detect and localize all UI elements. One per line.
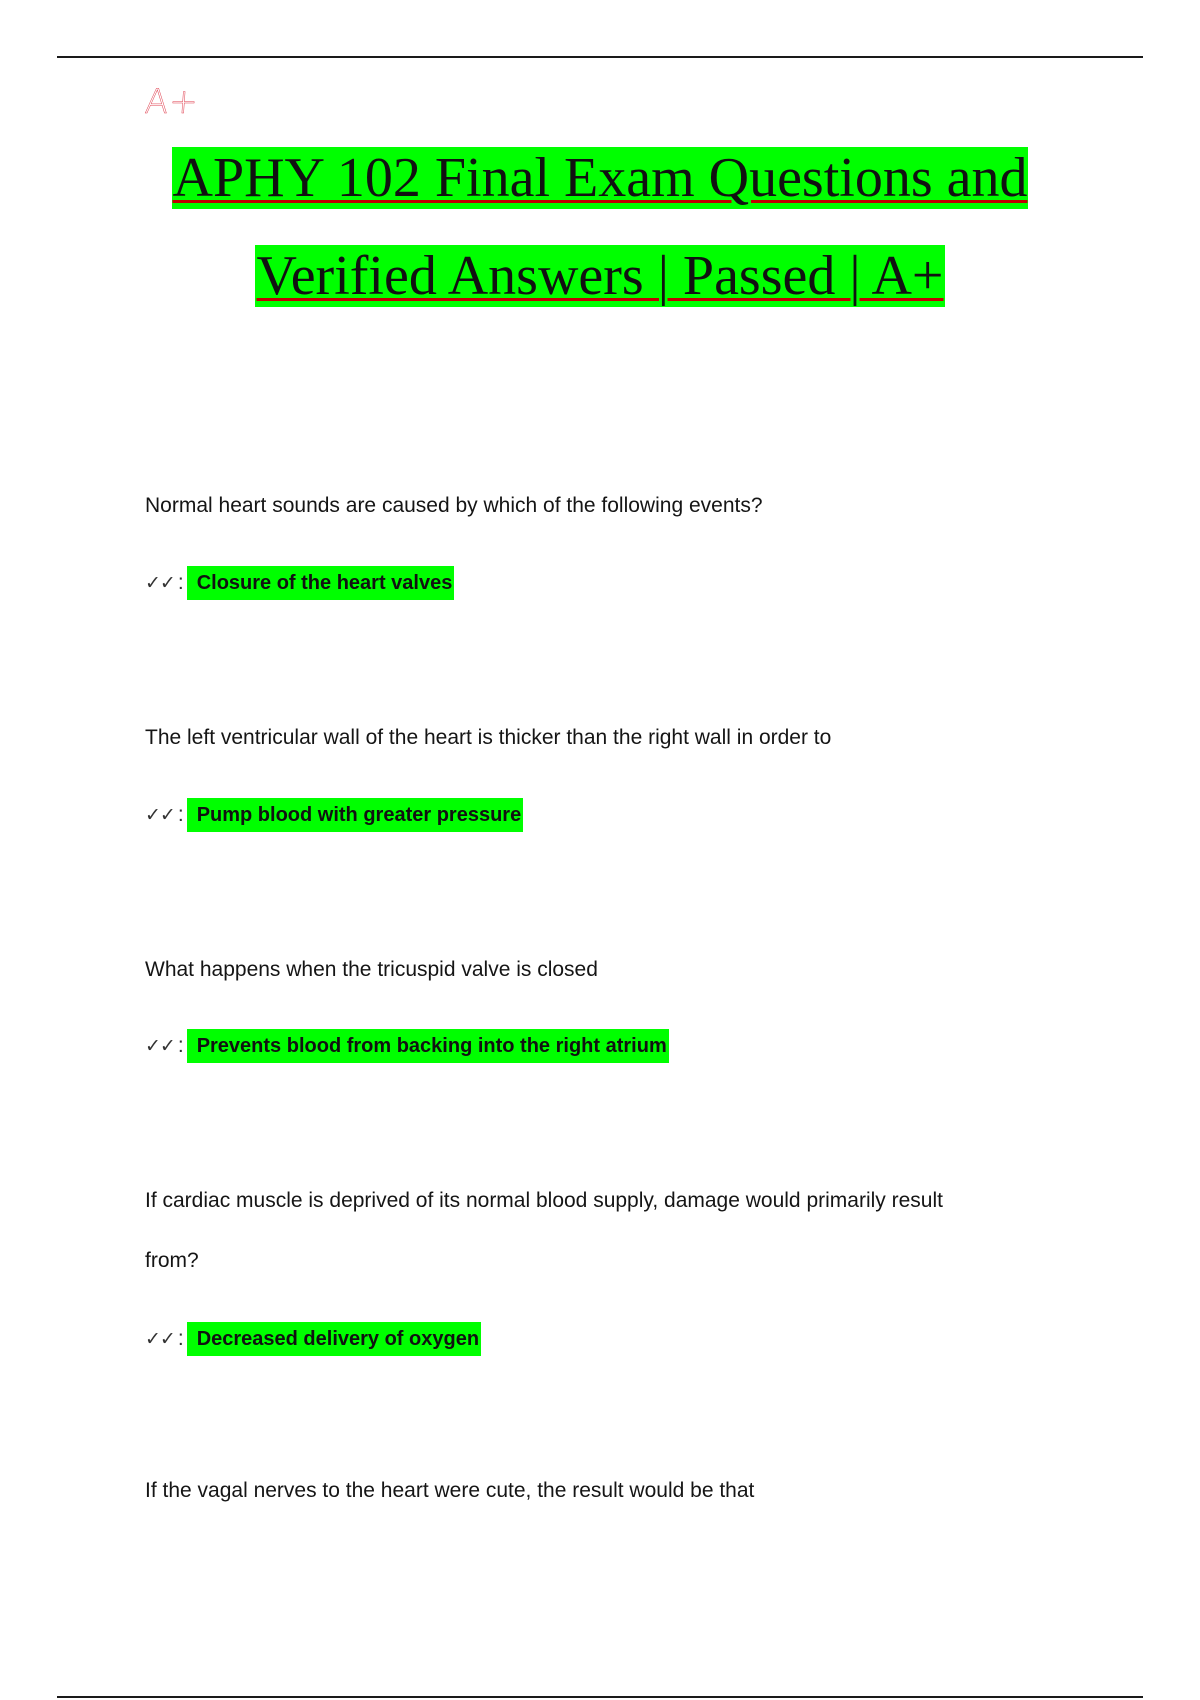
answer-row-3 [145,1029,1045,1063]
answer-separator: : [177,571,184,594]
qa-item-2 [145,708,1045,768]
qa-item-5 [145,1461,1045,1521]
grade-mark-logo: A+ [143,82,201,122]
qa-item-4 [145,1171,1045,1291]
answer-row-1 [145,566,1045,600]
double-check-icon: ✓✓ [145,1035,175,1057]
document-title-line-1 [0,146,1200,210]
bottom-rule [57,1696,1143,1698]
answer-row-2 [145,798,1045,832]
question-text: If the vagal nerves to the heart were cute, the result would be that [145,1479,755,1502]
answer-separator: : [177,1327,184,1350]
double-check-icon: ✓✓ [145,1328,175,1350]
qa-item-1 [145,476,1045,536]
double-check-icon: ✓✓ [145,572,175,594]
document-title-line-2 [0,244,1200,308]
question-text: The left ventricular wall of the heart is thicker than the right wall in order to [145,726,832,749]
question-text: Normal heart sounds are caused by which of the following events? [145,494,763,517]
answer-text: Prevents blood from backing into the right atrium [187,1029,669,1063]
answer-text: Pump blood with greater pressure [187,798,524,832]
answer-text: Decreased delivery of oxygen [187,1322,481,1356]
answer-text: Closure of the heart valves [187,566,455,600]
qa-item-3 [145,940,1045,1000]
double-check-icon: ✓✓ [145,804,175,826]
answer-separator: : [177,803,184,826]
answer-separator: : [177,1034,184,1057]
question-text-line-1: If cardiac muscle is deprived of its normal blood supply, damage would primarily result [145,1189,943,1212]
question-text: What happens when the tricuspid valve is closed [145,958,598,981]
answer-row-4 [145,1322,1045,1356]
title-text-1: APHY 102 Final Exam Questions and [172,147,1028,209]
top-rule [57,56,1143,58]
title-text-2: Verified Answers | Passed | A+ [256,245,944,307]
question-text-line-2: from? [145,1249,199,1272]
